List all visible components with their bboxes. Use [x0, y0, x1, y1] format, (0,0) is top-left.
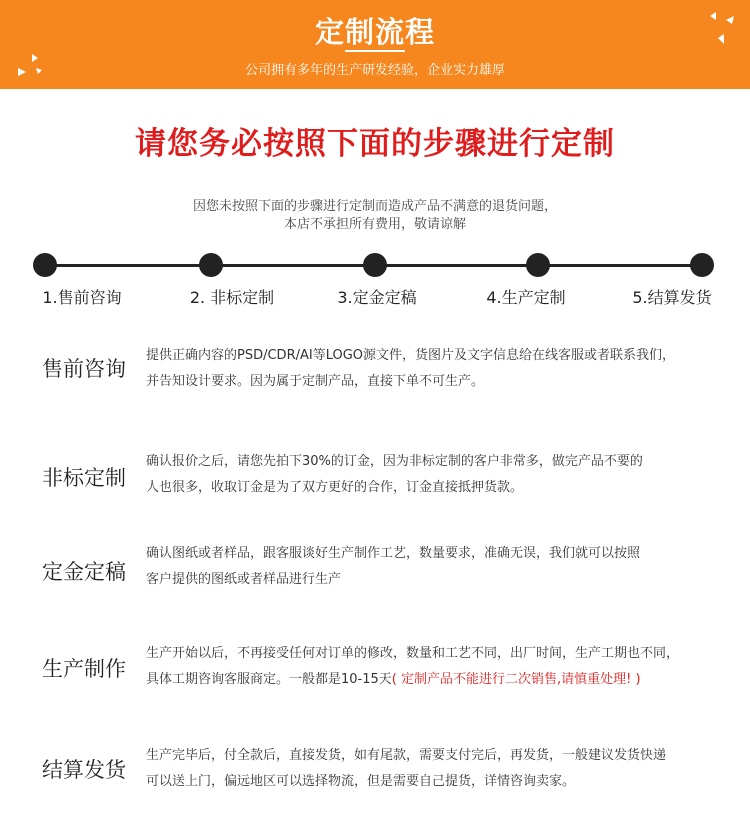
section-title-deposit: 定金定稿 [42, 560, 126, 584]
section-desc-line: 生产完毕后，付全款后，直接发货，如有尾款，需要支付完后，再发货，一般建议发货快递 [146, 748, 667, 763]
section-desc-text: 具体工期咨询客服商定。一般都是10-15天 [146, 672, 392, 687]
right-sparkle-icon [704, 10, 740, 48]
section-desc-line: 人也很多，收取订金是为了双方更好的合作，订金直接抵押货款。 [146, 480, 524, 495]
main-headline: 请您务必按照下面的步骤进行定制 [135, 126, 615, 162]
notice-line-1: 因您未按照下面的步骤进行定制而造成产品不满意的退货问题， [192, 199, 557, 214]
section-desc-delivery [146, 743, 726, 795]
resale-warning: ( 定制产品不能进行二次销售,请慎重处理! ) [391, 672, 641, 687]
section-desc-line: 可以送上门，偏远地区可以选择物流，但是需要自己提货，详情咨询卖家。 [146, 774, 576, 789]
banner-subtitle: 公司拥有多年的生产研发经验，企业实力雄厚 [244, 63, 505, 78]
section-desc-line: 确认图纸或者样品，跟客服谈好生产制作工艺，数量要求，准确无误，我们就可以按照 [146, 546, 641, 561]
section-title-custom: 非标定制 [42, 466, 126, 490]
banner-title-underline [345, 50, 405, 52]
section-desc-line: 并告知设计要求。因为属于定制产品，直接下单不可生产。 [146, 374, 485, 389]
section-desc-production [146, 641, 726, 693]
step-label-custom: 2. 非标定制 [189, 288, 275, 307]
timeline-dot [33, 253, 57, 277]
section-desc-line: 提供正确内容的PSD/CDR/AI等LOGO源文件，货图片及文字信息给在线客服或者联系我们， [146, 348, 676, 363]
section-desc-deposit [146, 541, 726, 593]
timeline-dot [526, 253, 550, 277]
section-title-delivery: 结算发货 [42, 758, 126, 782]
section-desc-line [146, 667, 726, 693]
section-desc-line: 客户提供的图纸或者样品进行生产 [146, 572, 342, 587]
section-title-production: 生产制作 [42, 657, 126, 681]
step-label-production: 4.生产定制 [486, 288, 566, 307]
timeline-dot [363, 253, 387, 277]
section-title-pre-sale: 售前咨询 [42, 357, 126, 381]
section-desc-line: 生产开始以后，不再接受任何对订单的修改，数量和工艺不同，出厂时间，生产工期也不同， [146, 646, 680, 661]
section-desc-custom [146, 449, 726, 501]
step-label-pre-sale: 1.售前咨询 [42, 288, 122, 307]
timeline-dot [199, 253, 223, 277]
banner-title: 定制流程 [314, 15, 435, 49]
section-desc-line: 确认报价之后，请您先拍下30%的订金，因为非标定制的客户非常多，做完产品不要的 [146, 454, 643, 469]
step-label-deposit: 3.定金定稿 [337, 288, 417, 307]
notice-line-2: 本店不承担所有费用，敬请谅解 [283, 217, 466, 232]
step-label-delivery: 5.结算发货 [632, 288, 712, 307]
section-desc-pre-sale [146, 343, 726, 395]
timeline-dot [690, 253, 714, 277]
left-sparkle-icon [12, 50, 46, 78]
